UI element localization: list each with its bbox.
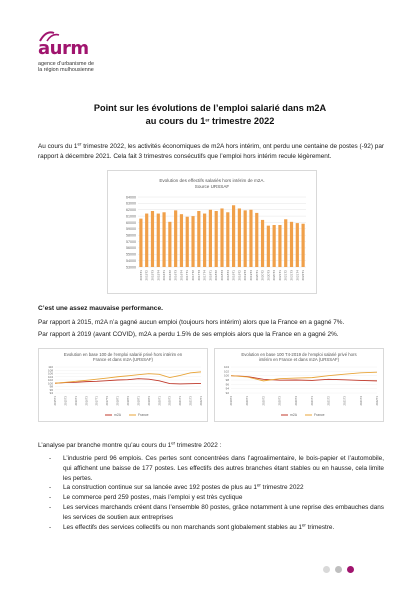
bar — [261, 220, 264, 267]
x-tick-label: 2017T1 — [94, 396, 99, 406]
x-tick-label: 2021T1 — [310, 396, 315, 406]
y-tick-label: 100 — [223, 373, 229, 378]
intro-paragraph: Au cours du 1er trimestre 2022, les activités économiques de m2A hors intérim, ont perdu une centaine de postes (-92) par rapport à décembre 2021. Cela fait 3 trimestres consécutifs que l’emploi hors intérim recule légèrement. — [38, 141, 385, 161]
bar — [209, 210, 212, 267]
x-tick-label: 2017T4 — [202, 270, 207, 281]
x-tick-label: 2018T3 — [220, 270, 224, 281]
y-tick-label: 92 — [225, 391, 229, 395]
y-tick-label: 96 — [49, 387, 53, 392]
x-tick-label: 2015T3 — [63, 396, 68, 406]
y-tick-label: 53000 — [126, 265, 136, 270]
bar — [174, 210, 177, 267]
y-tick-label: 55000 — [126, 252, 136, 257]
x-tick-label: 2020T1 — [254, 270, 259, 281]
bar — [203, 214, 206, 267]
bar — [244, 210, 247, 267]
x-tick-label: 2021T1 — [277, 270, 282, 281]
bar — [139, 219, 142, 267]
y-tick-label: 62000 — [126, 208, 136, 213]
bar — [238, 208, 241, 267]
line-chart-base100-2015 — [38, 348, 208, 422]
line-chart-base100-2019 — [214, 348, 384, 422]
x-tick-label: 2019T4 — [248, 270, 253, 281]
x-tick-label: 2020T3 — [266, 270, 271, 281]
bar — [226, 212, 229, 267]
x-tick-label: 2021T4 — [295, 270, 300, 281]
dot-icon — [323, 566, 330, 573]
bar — [278, 225, 281, 267]
x-tick-label: 2019T4 — [229, 396, 233, 406]
bar — [267, 226, 270, 267]
dot-icon — [347, 566, 354, 573]
bar — [145, 214, 148, 267]
list-item: - La construction continue sur sa lancée avec 192 postes de plus au 1er trimestre 2022 — [38, 483, 384, 493]
y-tick-label: 94 — [49, 391, 53, 395]
x-tick-label: 2020T4 — [272, 270, 277, 281]
bar — [162, 212, 165, 267]
x-tick-label: 2018T1 — [208, 270, 213, 281]
dot-icon — [335, 566, 342, 573]
list-item: - Les services marchands créent dans l’ensemble 80 postes, grâce notamment à une reprise des embauches dans les services de soutien aux entreprises — [38, 503, 384, 523]
bar — [157, 214, 160, 267]
y-tick-label: 100 — [47, 381, 53, 386]
page-title-line-2: au cours du 1er trimestre 2022 — [145, 116, 275, 126]
list-item: - Le commerce perd 259 postes, mais l’emploi y est très cyclique — [38, 493, 384, 503]
bar — [255, 213, 258, 267]
x-tick-label: 2016T3 — [173, 270, 178, 281]
x-tick-label: 2021T2 — [326, 396, 331, 406]
y-tick-label: 102 — [47, 378, 53, 382]
x-tick-label: 2020T2 — [260, 270, 265, 281]
x-tick-label: 2020T4 — [293, 396, 298, 406]
legend-label: France — [138, 413, 149, 418]
bar-chart-effectifs — [107, 170, 317, 294]
chart-title: Evolution en base 100 de l’emploi salarié privé hors intérim en France et dans m2A (URSSAF) — [63, 352, 183, 363]
y-tick-label: 108 — [47, 368, 53, 373]
y-tick-label: 94 — [225, 386, 229, 391]
x-tick-label: 2021T1 — [178, 396, 183, 406]
logo-subtitle: agence d’urbanisme de la région mulhousienne — [38, 61, 95, 74]
x-tick-label: 2021T4 — [358, 396, 363, 406]
y-tick-label: 104 — [223, 365, 229, 369]
x-tick-label: 2020T3 — [167, 396, 172, 406]
bar — [249, 210, 252, 267]
x-tick-label: 2022T1 — [301, 270, 306, 281]
x-tick-label: 2019T1 — [136, 396, 141, 406]
x-tick-label: 2020T2 — [261, 396, 266, 406]
x-tick-label: 2015T2 — [144, 270, 149, 281]
x-tick-label: 2015T4 — [156, 270, 161, 281]
y-tick-label: 61000 — [126, 214, 136, 219]
x-tick-label: 2015T3 — [150, 270, 155, 281]
bar — [151, 211, 154, 267]
x-tick-label: 2016T4 — [179, 270, 184, 281]
list-item: - Les effectifs des services collectifs ou non marchands sont globalement stables au 1er trimestre. — [38, 523, 384, 533]
logo-wordmark: aurm — [38, 38, 89, 59]
x-tick-label: 2020T1 — [245, 396, 250, 406]
x-tick-label: 2017T1 — [185, 270, 190, 281]
page-dots — [323, 566, 363, 574]
x-tick-label: 2019T2 — [237, 270, 242, 281]
x-tick-label: 2022T1 — [375, 396, 379, 406]
x-tick-label: 2018T1 — [115, 396, 120, 406]
chart-title: Evolution des effectifs salariés hors intérim de m2A. Source URSSAF — [159, 178, 265, 189]
bar — [220, 208, 223, 267]
x-tick-label: 2021T3 — [289, 270, 294, 281]
x-tick-label: 2017T2 — [191, 270, 196, 281]
x-tick-label: 2019T3 — [146, 396, 151, 406]
legend-label: m2A — [290, 413, 297, 418]
x-tick-label: 2020T1 — [157, 396, 162, 406]
x-tick-label: 2017T3 — [105, 396, 110, 406]
x-tick-label: 2020T3 — [277, 396, 282, 406]
y-tick-label: 54000 — [126, 258, 136, 263]
x-tick-label: 2019T1 — [231, 270, 236, 281]
comparison-2015: Par rapport à 2015, m2A n’a gagné aucun emploi (toujours hors intérim) alors que la France en a gagné 7%. — [38, 319, 345, 326]
x-tick-label: 2019T3 — [243, 270, 248, 281]
comparison-2019: Par rapport à 2019 (avant COVID), m2A a perdu 1.5% de ses emplois alors que la France en a gagné 2%. — [38, 331, 339, 338]
y-tick-label: 64000 — [126, 195, 136, 200]
x-tick-label: 2021T3 — [342, 396, 347, 406]
y-tick-label: 96 — [225, 382, 229, 387]
bar — [232, 205, 235, 267]
y-tick-label: 56000 — [126, 246, 136, 251]
y-tick-label: 98 — [49, 384, 53, 389]
x-tick-label: 2016T1 — [73, 396, 78, 406]
x-tick-label: 2015T1 — [138, 270, 143, 281]
bar — [191, 216, 194, 267]
list-item: - L’industrie perd 96 emplois. Ces pertes sont concentrées dans l’agroalimentaire, le bois-papier et l’automobile, qui affichent une baisse de 177 postes. Les effectifs des autres branches étant stables ou en hausse, cela limite les pertes. — [38, 454, 384, 483]
y-tick-label: 60000 — [126, 220, 136, 225]
bar — [168, 222, 171, 267]
bar — [180, 214, 183, 267]
x-tick-label: 2022T1 — [199, 396, 203, 406]
bar — [290, 222, 293, 267]
y-tick-label: 102 — [223, 369, 229, 374]
bar — [186, 217, 189, 267]
x-tick-label: 2018T4 — [225, 270, 230, 281]
x-tick-label: 2018T2 — [214, 270, 219, 281]
line-chart-svg — [39, 349, 207, 421]
x-tick-label: 2016T3 — [84, 396, 89, 406]
x-tick-label: 2021T2 — [283, 270, 288, 281]
y-tick-label: 104 — [47, 374, 53, 379]
chart-title: Evolution en base 100 T4-2019 de l’emploi salarié privé hors intérim en France et dans m2A (URSSAF) — [241, 352, 357, 363]
x-tick-label: 2017T3 — [196, 270, 201, 281]
y-tick-label: 57000 — [126, 239, 136, 244]
branch-analysis-list — [38, 454, 384, 532]
bar-chart-svg — [108, 171, 316, 293]
bar — [296, 223, 299, 267]
bar — [284, 219, 287, 267]
x-tick-label: 2016T1 — [162, 270, 167, 281]
y-tick-label: 110 — [48, 365, 53, 369]
performance-statement: C’est une assez mauvaise performance. — [38, 305, 163, 312]
bar — [197, 211, 200, 267]
y-tick-label: 106 — [47, 371, 53, 376]
x-tick-label: 2016T2 — [167, 270, 172, 281]
bar — [215, 211, 218, 267]
y-tick-label: 63000 — [126, 201, 136, 206]
y-tick-label: 58000 — [126, 233, 136, 238]
legend-label: France — [314, 413, 325, 418]
analyse-intro: L’analyse par branche montre qu’au cours du 1er trimestre 2022 : — [38, 440, 222, 449]
x-tick-label: 2021T3 — [188, 396, 193, 406]
line-chart-svg — [215, 349, 383, 421]
legend-label: m2A — [114, 413, 121, 418]
series-line — [231, 372, 377, 381]
x-tick-label: 2015T1 — [53, 396, 57, 406]
y-tick-label: 59000 — [126, 227, 136, 232]
x-tick-label: 2018T3 — [126, 396, 130, 406]
page-title-line-1: Point sur les évolutions de l’emploi salarié dans m2A — [93, 103, 327, 113]
y-tick-label: 98 — [225, 378, 229, 382]
bar — [273, 225, 276, 267]
bar — [302, 224, 305, 267]
